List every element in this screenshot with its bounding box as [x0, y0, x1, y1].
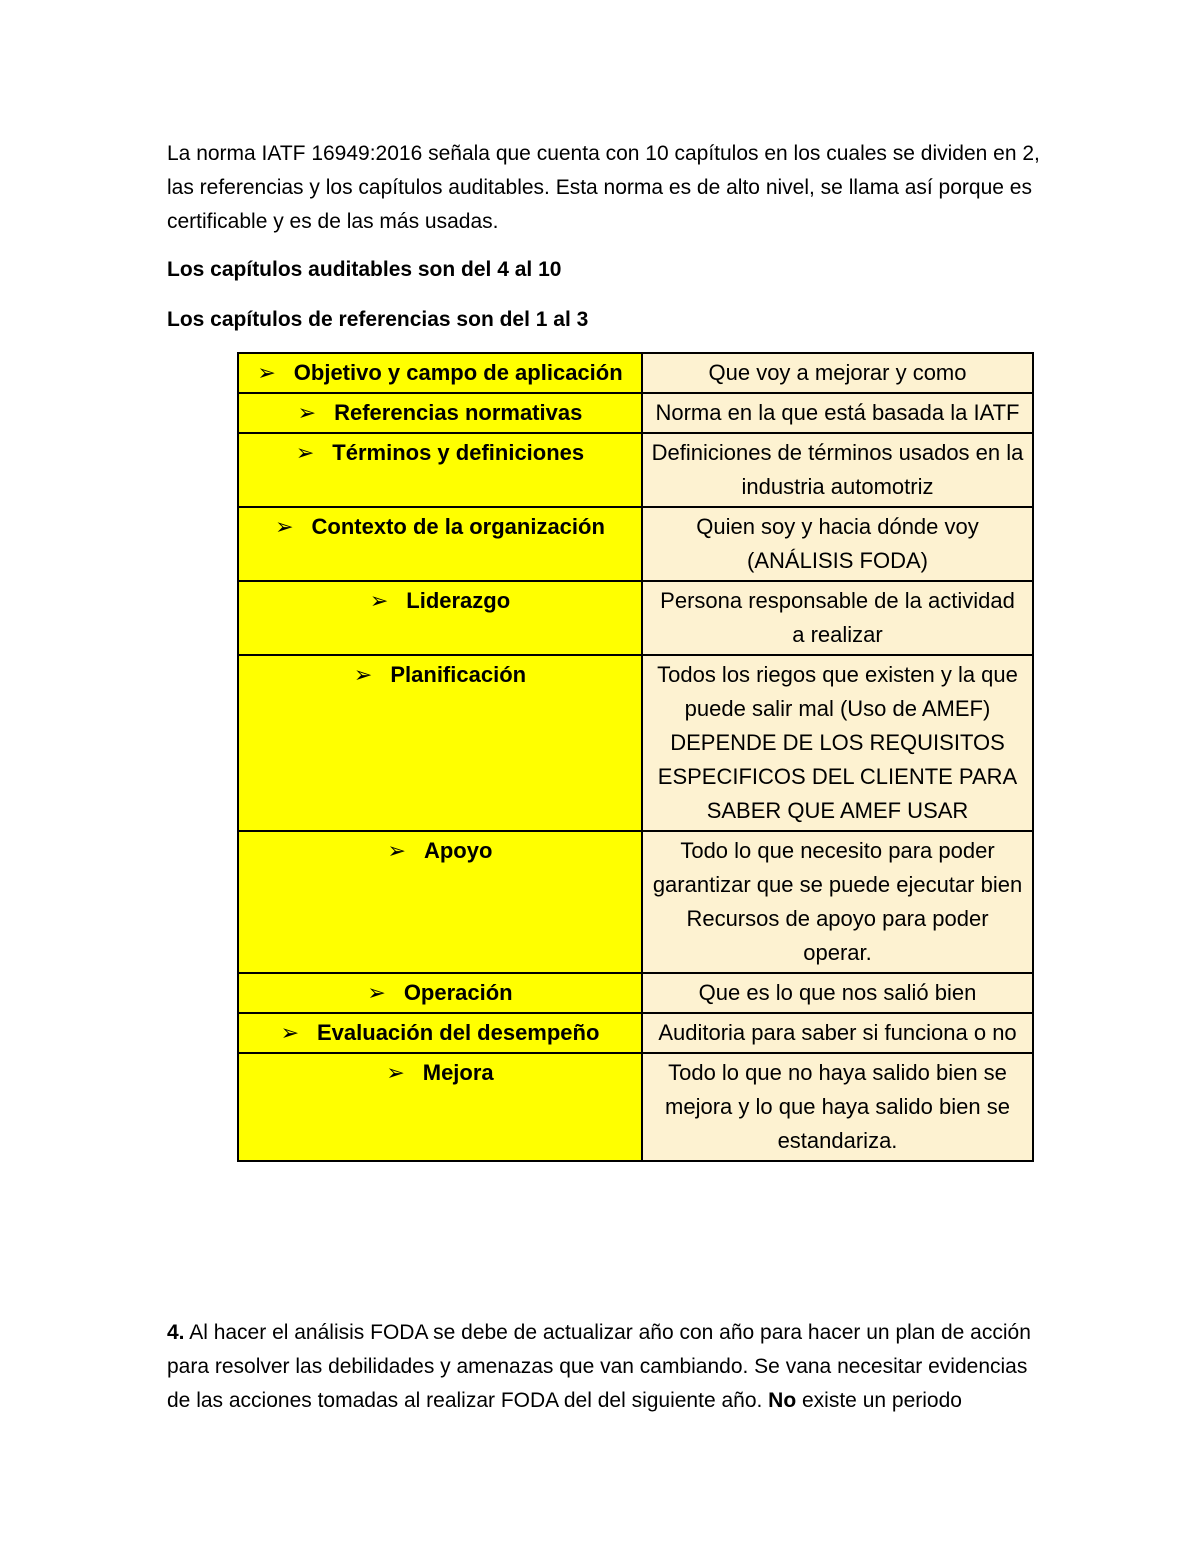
table-row — [238, 655, 1033, 831]
arrowhead-bullet-icon: ➢ — [353, 662, 373, 687]
chapter-description: Todos los riegos que existen y la que puede salir mal (Uso de AMEF) DEPENDE DE LOS REQUISITOS ESPECIFICOS DEL CLIENTE PARA SABER QUE AMEF USAR — [657, 662, 1018, 823]
foda-text-bold: No — [768, 1389, 797, 1412]
arrowhead-bullet-icon: ➢ — [280, 1020, 299, 1045]
chapter-cell — [238, 433, 642, 507]
chapter-title: Evaluación del desempeño — [317, 1020, 600, 1045]
description-cell — [642, 393, 1033, 433]
chapter-cell — [238, 1053, 642, 1161]
description-cell — [642, 655, 1033, 831]
arrowhead-bullet-icon: ➢ — [386, 1060, 405, 1085]
chapter-description: Que voy a mejorar y como — [708, 360, 967, 385]
chapter-title: Contexto de la organización — [311, 514, 605, 539]
chapter-title: Objetivo y campo de aplicación — [293, 360, 623, 385]
chapter-cell — [238, 1013, 642, 1053]
arrowhead-bullet-icon: ➢ — [297, 400, 317, 425]
chapter-description: Quien soy y hacia dónde voy (ANÁLISIS FODA) — [696, 514, 979, 573]
table-row — [238, 353, 1033, 393]
description-cell — [642, 507, 1033, 581]
table-row — [238, 1013, 1033, 1053]
chapters-table-body — [238, 353, 1033, 1161]
table-row — [238, 507, 1033, 581]
chapter-cell — [238, 655, 642, 831]
chapter-description: Todo lo que necesito para poder garantizar que se puede ejecutar bien — [652, 838, 1023, 897]
list-number: 4. — [167, 1321, 185, 1344]
table-row — [238, 581, 1033, 655]
intro-paragraph: La norma IATF 16949:2016 señala que cuenta con 10 capítulos en los cuales se dividen en 2, las referencias y los capítulos auditables. Esta norma es de alto nivel, se llama así porque es certificable y es de las más usadas. — [167, 142, 1040, 233]
arrowhead-bullet-icon: ➢ — [295, 440, 315, 465]
table-row — [238, 393, 1033, 433]
chapter-cell — [238, 973, 642, 1013]
table-row — [238, 973, 1033, 1013]
description-cell — [642, 1053, 1033, 1161]
description-cell — [642, 973, 1033, 1013]
chapter-title: Apoyo — [423, 838, 493, 863]
foda-paragraph — [167, 1316, 1047, 1418]
description-cell — [642, 581, 1033, 655]
chapter-description: Norma en la que está basada la IATF — [655, 400, 1020, 425]
arrowhead-bullet-icon: ➢ — [367, 980, 386, 1005]
arrowhead-bullet-icon: ➢ — [387, 838, 406, 863]
description-cell — [642, 353, 1033, 393]
reference-chapters-note: Los capítulos de referencias son del 1 al 3 — [167, 308, 589, 331]
arrowhead-bullet-icon: ➢ — [257, 360, 276, 385]
chapter-description: Que es lo que nos salió bien — [698, 980, 977, 1005]
chapter-cell — [238, 353, 642, 393]
foda-text-tail: existe un periodo — [796, 1389, 962, 1412]
chapter-cell — [238, 581, 642, 655]
table-row — [238, 433, 1033, 507]
table-row — [238, 831, 1033, 973]
chapter-description: Persona responsable de la actividad a realizar — [660, 588, 1015, 647]
chapter-title: Términos y definiciones — [332, 440, 585, 465]
arrowhead-bullet-icon: ➢ — [275, 514, 294, 539]
table-row — [238, 1053, 1033, 1161]
chapter-title: Planificación — [390, 662, 527, 687]
chapters-table — [237, 352, 1034, 1162]
chapter-description: Definiciones de términos usados en la industria automotriz — [651, 440, 1024, 499]
arrowhead-bullet-icon: ➢ — [369, 588, 389, 613]
chapter-cell — [238, 393, 642, 433]
chapter-cell — [238, 507, 642, 581]
chapter-title: Mejora — [422, 1060, 494, 1085]
chapter-title: Operación — [403, 980, 513, 1005]
chapter-title: Liderazgo — [406, 588, 511, 613]
description-cell — [642, 1013, 1033, 1053]
chapter-description: Recursos de apoyo para poder operar. — [686, 906, 989, 965]
chapter-description: Todo lo que no haya salido bien se mejora y lo que haya salido bien se estandariza. — [665, 1060, 1010, 1153]
description-cell — [642, 831, 1033, 973]
description-cell — [642, 433, 1033, 507]
auditable-chapters-note: Los capítulos auditables son del 4 al 10 — [167, 258, 562, 281]
foda-text: Al hacer el análisis FODA se debe de actualizar año con año para hacer un plan de acción para resolver las debilidades y amenazas que van cambiando. Se vana necesitar evidencias de las acciones tomadas al realizar FODA del del siguiente año. — [167, 1321, 1031, 1412]
chapter-description: Auditoria para saber si funciona o no — [658, 1020, 1017, 1045]
chapter-title: Referencias normativas — [334, 400, 583, 425]
chapter-cell — [238, 831, 642, 973]
